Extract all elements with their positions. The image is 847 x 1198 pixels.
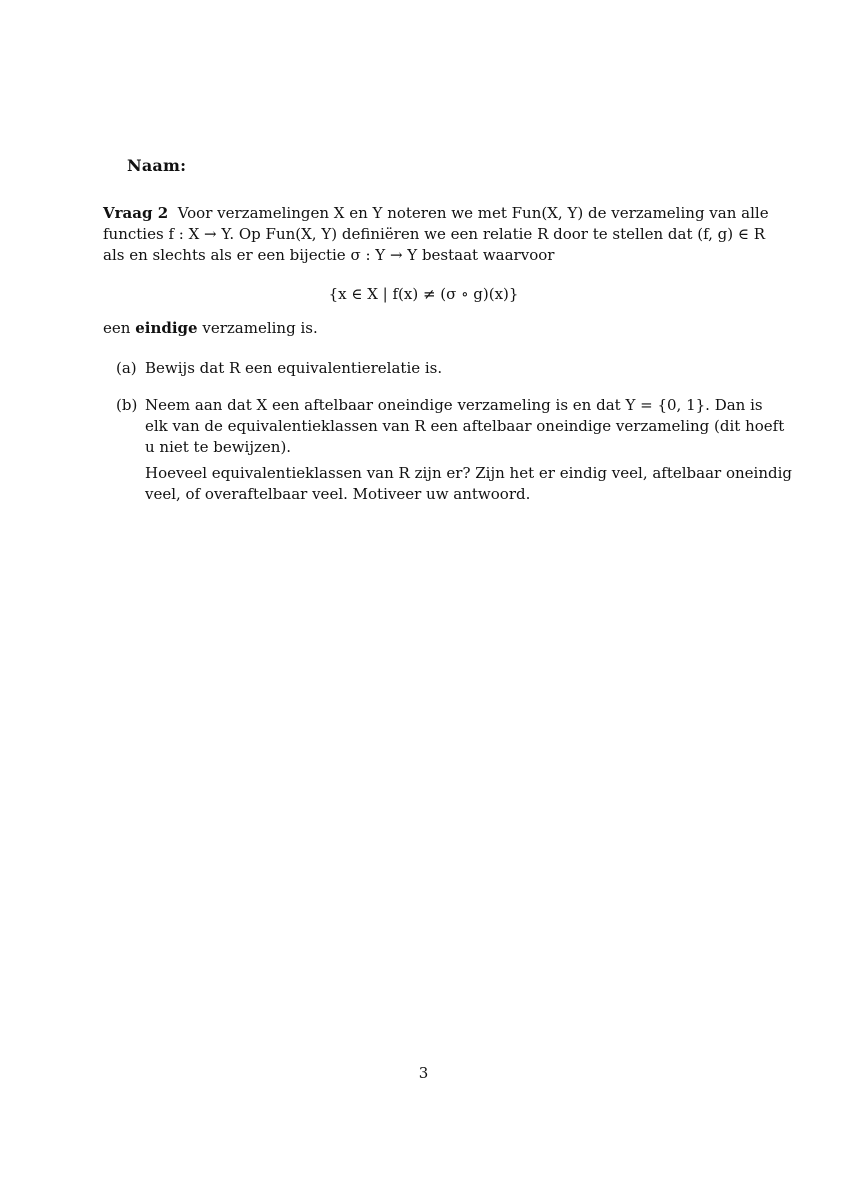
subquestion-b-label: (b) bbox=[116, 396, 138, 414]
finite-set-bold: eindige bbox=[135, 319, 198, 337]
finite-set-sentence bbox=[103, 318, 318, 339]
question-line-1-text: Voor verzamelingen X en Y noteren we met Fun(X, Y) de verzameling van alle bbox=[177, 204, 769, 222]
subquestion-a-text bbox=[145, 358, 756, 379]
question-label: Vraag 2 bbox=[103, 204, 169, 222]
question-text bbox=[103, 203, 769, 266]
subquestion-a-line-1: Bewijs dat R een equivalentierelatie is. bbox=[145, 359, 443, 377]
subquestion-b-line-1: Neem aan dat X een aftelbaar oneindige verzameling is en dat Y = {0, 1}. Dan is bbox=[145, 396, 763, 414]
subquestion-b-text bbox=[145, 395, 785, 458]
subquestion-b-line-3: u niet te bewijzen). bbox=[145, 438, 292, 456]
name-label: Naam: bbox=[127, 156, 187, 175]
finite-set-pre: een bbox=[103, 319, 131, 337]
question-line-1 bbox=[103, 203, 769, 224]
subquestion-b-p2-line-2: veel, of overaftelbaar veel. Motiveer uw antwoord. bbox=[145, 485, 531, 503]
display-formula: {x ∈ X | f(x) ≠ (σ ∘ g)(x)} bbox=[328, 285, 519, 303]
subquestion-a-label: (a) bbox=[116, 359, 137, 377]
question-line-2: functies f : X → Y. Op Fun(X, Y) definiëren we een relatie R door te stellen dat (f, g) ∈ R bbox=[103, 225, 766, 243]
subquestion-b-line-2: elk van de equivalentieklassen van R een aftelbaar oneindige verzameling (dit hoeft bbox=[145, 417, 785, 435]
page-number: 3 bbox=[418, 1064, 429, 1082]
subquestion-b-paragraph-2-text bbox=[145, 463, 793, 505]
question-line-3: als en slechts als er een bijectie σ : Y → Y bestaat waarvoor bbox=[103, 246, 555, 264]
finite-set-post: verzameling is. bbox=[202, 319, 318, 337]
subquestion-b-p2-line-1: Hoeveel equivalentieklassen van R zijn er? Zijn het er eindig veel, aftelbaar oneindig bbox=[145, 464, 793, 482]
